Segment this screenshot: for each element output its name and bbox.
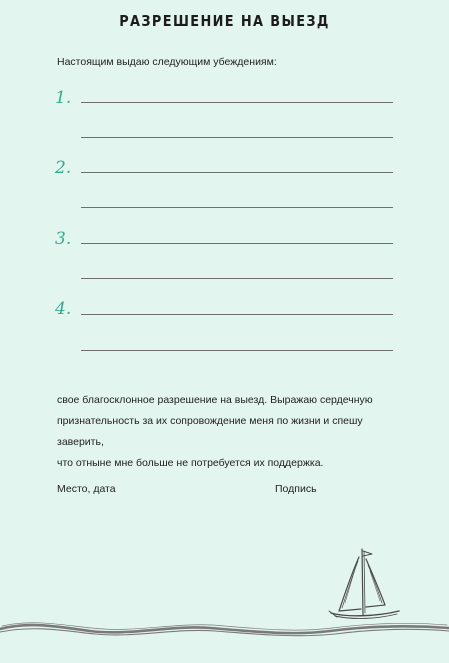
place-date-label: Место, дата [57,483,116,495]
closing-line-1: свое благосклонное разрешение на выезд. Выражаю сердечную [57,394,373,406]
closing-line-2: признательность за их сопровождение меня по жизни и спешу заверить, [57,415,363,448]
item-number-2: 2. [55,158,72,178]
signature-label: Подпись [275,483,317,495]
item-3-line-1[interactable] [81,243,393,244]
item-4-line-1[interactable] [81,314,393,315]
item-1-line-2[interactable] [81,137,393,138]
page-title: РАЗРЕШЕНИЕ НА ВЫЕЗД [119,12,330,30]
wave-line [0,595,449,663]
item-number-4: 4. [55,299,72,319]
item-number-3: 3. [55,229,72,249]
item-number-1: 1. [55,88,72,108]
item-3-line-2[interactable] [81,278,393,279]
item-1-line-1[interactable] [81,102,393,103]
item-4-line-2[interactable] [81,350,393,351]
item-2-line-2[interactable] [81,207,393,208]
closing-line-3: что отныне мне больше не потребуется их поддержка. [57,457,324,469]
item-2-line-1[interactable] [81,172,393,173]
intro-text: Настоящим выдаю следующим убеждениям: [57,56,277,68]
closing-paragraph [57,390,407,474]
